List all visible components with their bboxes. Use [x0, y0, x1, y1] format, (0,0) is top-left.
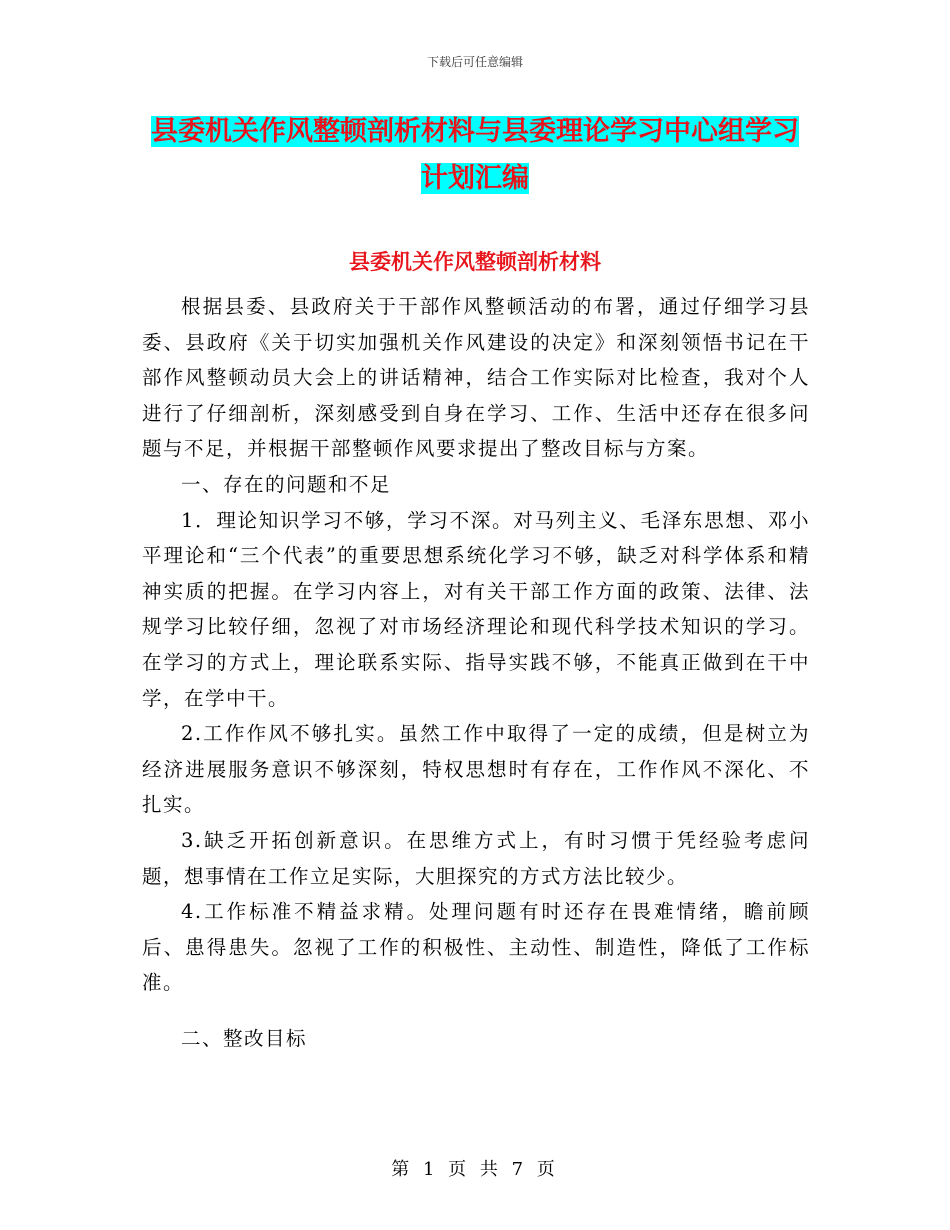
paragraph-item-3: 3.缺乏开拓创新意识。在思维方式上，有时习惯于凭经验考虑问题，想事情在工作立足实际，大胆探究的方式方法比较少。: [142, 828, 810, 888]
paragraph-item-4: 4.工作标准不精益求精。处理问题有时还存在畏难情绪，瞻前顾后、患得患失。忽视了工作的积极性、主动性、制造性，降低了工作标准。: [142, 900, 810, 995]
heading-problems: 一、存在的问题和不足: [181, 472, 392, 496]
paragraph-intro: 根据县委、县政府关于干部作风整顿活动的布署，通过仔细学习县委、县政府《关于切实加强机关作风建设的决定》和深刻领悟书记在干部作风整顿动员大会上的讲话精神，结合工作实际对比检查，我对个人进行了仔细剖析，深刻感受到自身在学习、工作、生活中还存在很多问题与不足，并根据干部整顿作风要求提出了整改目标与方案。: [142, 295, 810, 461]
header-note: 下载后可任意编辑: [426, 55, 523, 69]
paragraph-item-1: 1．理论知识学习不够，学习不深。对马列主义、毛泽东思想、邓小平理论和“三个代表”的重要思想系统化学习不够，缺乏对科学体系和精神实质的把握。在学习内容上，对有关干部工作方面的政策、法律、法规学习比较仔细，忽视了对市场经济理论和现代科学技术知识的学习。在学习的方式上，理论联系实际、指导实践不够，不能真正做到在干中学，在学中干。: [142, 508, 810, 710]
paragraph-item-2: 2.工作作风不够扎实。虽然工作中取得了一定的成绩，但是树立为经济进展服务意识不够深刻，特权思想时有存在，工作作风不深化、不扎实。: [142, 722, 810, 817]
heading-goals: 二、整改目标: [181, 1026, 308, 1050]
section-title: 县委机关作风整顿剖析材料: [349, 250, 601, 274]
document-title-text: 县委机关作风整顿剖析材料与县委理论学习中心组学习计划汇编: [151, 116, 799, 194]
document-title: [140, 108, 810, 202]
document-body: [142, 289, 810, 1056]
page-footer: 第 1 页 共 7 页: [391, 1159, 559, 1180]
